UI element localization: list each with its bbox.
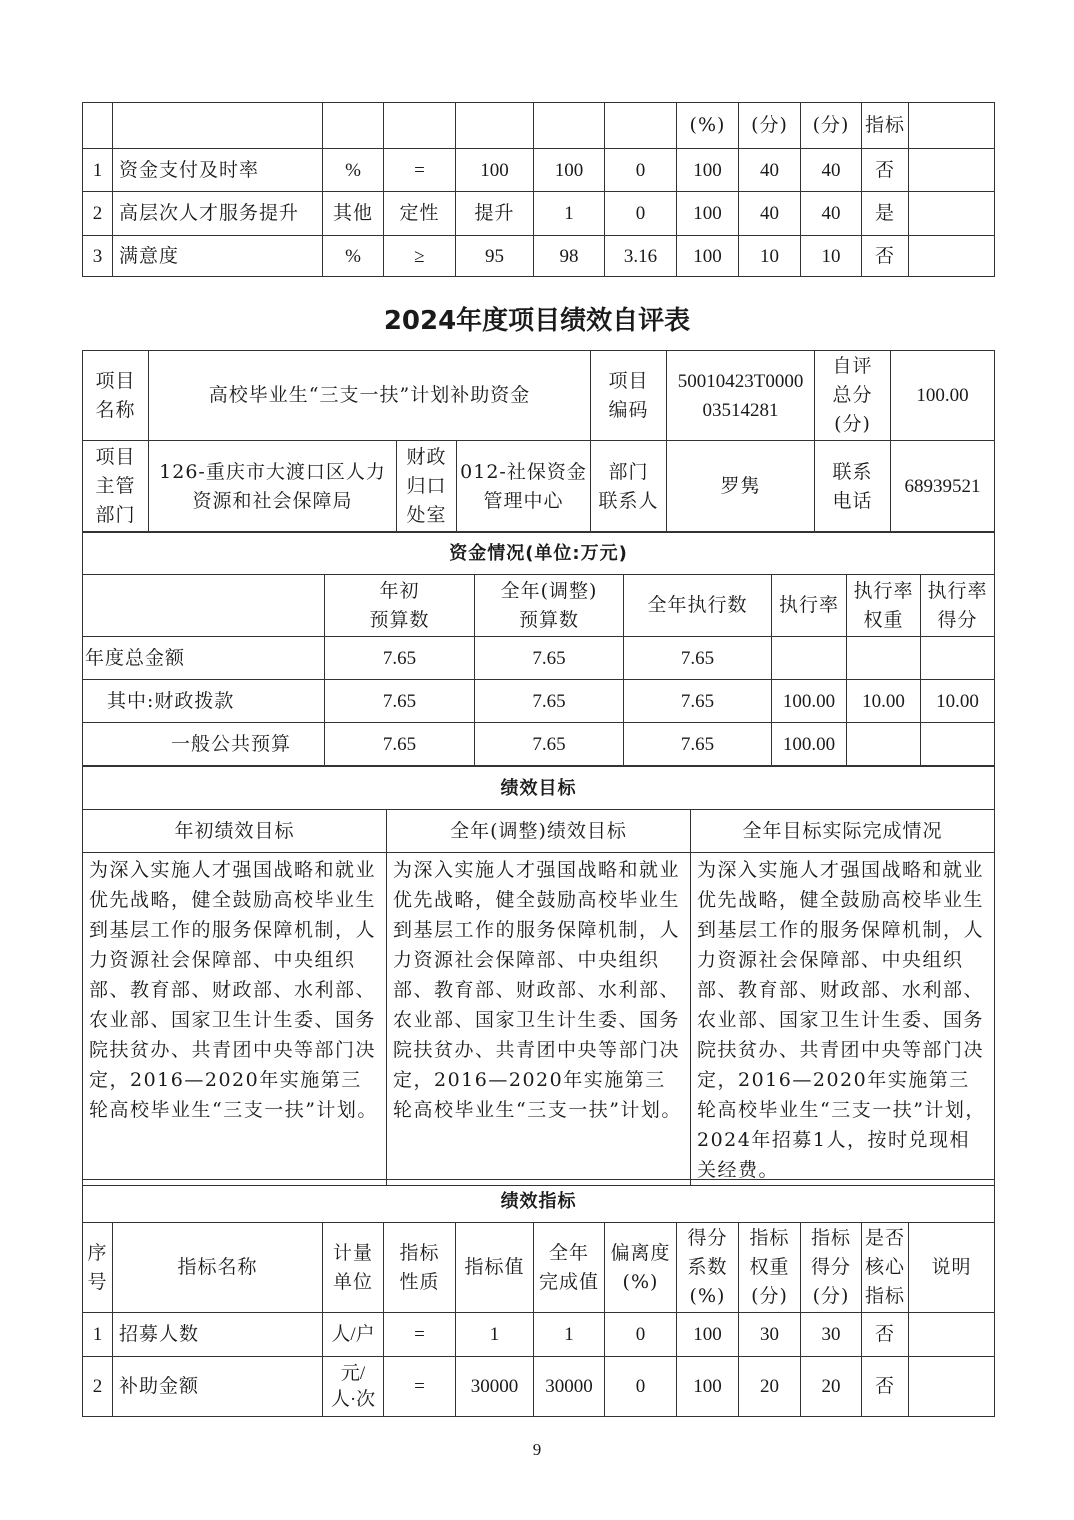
table-row: 一般公共预算 7.65 7.65 7.65 100.00 — [83, 723, 995, 766]
proj-code: 50010423T0000 03514281 — [667, 351, 815, 441]
col-header: 是否 核心 指标 — [862, 1223, 909, 1313]
table-row: 1 招募人数 人/户 = 1 1 0 100 30 30 否 — [83, 1313, 995, 1357]
indicators-section-title: 绩效指标 — [83, 1180, 995, 1223]
col-header: 指标 性质 — [384, 1223, 456, 1313]
proj-code-label: 项目 编码 — [591, 351, 667, 441]
col-header: 说明 — [909, 1223, 995, 1313]
col-header: 执行率 得分 — [921, 575, 995, 637]
table-row: 1 资金支付及时率 % = 100 100 0 100 40 40 否 — [83, 149, 995, 192]
phone: 68939521 — [891, 441, 995, 533]
self-score: 100.00 — [891, 351, 995, 441]
col-header: 指标名称 — [113, 1223, 323, 1313]
project-info-table — [82, 350, 995, 533]
page-title: 2024年度项目绩效自评表 — [383, 306, 691, 336]
contact-label: 部门 联系人 — [591, 441, 667, 533]
table-row: 年度总金额 7.65 7.65 7.65 — [83, 637, 995, 680]
goal-text-adjusted: 为深入实施人才强国战略和就业优先战略，健全鼓励高校毕业生到基层工作的服务保障机制，人力资源社会保障部、中央组织部、教育部、财政部、水利部、农业部、国家卫生计生委、国务院扶贫办、共青团中央等部门决定，2016—2020年实施第三轮高校毕业生“三支一扶”计划。 — [387, 853, 691, 1186]
indicators-table — [82, 1179, 995, 1417]
col-header: 年初 预算数 — [325, 575, 475, 637]
table-row: 2 补助金额 元/ 人·次 = 30000 30000 0 100 20 20 否 — [83, 1357, 995, 1417]
goal-text-actual: 为深入实施人才强国战略和就业优先战略，健全鼓励高校毕业生到基层工作的服务保障机制，人力资源社会保障部、中央组织部、教育部、财政部、水利部、农业部、国家卫生计生委、国务院扶贫办、共青团中央等部门决定，2016—2020年实施第三轮高校毕业生“三支一扶”计划，2024年招募1人，按时兑现相关经费。 — [691, 853, 995, 1186]
header-frag: (%) — [677, 103, 739, 149]
top-indicator-table — [82, 102, 995, 277]
proj-name-label: 项目 名称 — [83, 351, 149, 441]
contact: 罗隽 — [667, 441, 815, 533]
col-header: 指标 得分 (分) — [801, 1223, 862, 1313]
header-frag: (分) — [739, 103, 801, 149]
dept-label: 项目 主管 部门 — [83, 441, 149, 533]
goals-col-header: 年初绩效目标 — [83, 810, 387, 853]
finance: 012-社保资金 管理中心 — [457, 441, 591, 533]
col-header: 偏离度 (%) — [605, 1223, 677, 1313]
phone-label: 联系 电话 — [815, 441, 891, 533]
col-header: 全年执行数 — [624, 575, 772, 637]
col-header: 全年(调整) 预算数 — [475, 575, 624, 637]
table-row: 2 高层次人才服务提升 其他 定性 提升 1 0 100 40 40 是 — [83, 192, 995, 236]
funds-table — [82, 531, 995, 766]
col-header: 指标值 — [456, 1223, 534, 1313]
proj-name: 高校毕业生“三支一扶”计划补助资金 — [149, 351, 591, 441]
header-frag: 指标 — [862, 103, 909, 149]
goals-section-title: 绩效目标 — [83, 767, 995, 810]
funds-section-title: 资金情况(单位:万元) — [83, 532, 995, 575]
dept: 126-重庆市大渡口区人力 资源和社会保障局 — [149, 441, 397, 533]
col-header: 指标 权重 (分) — [739, 1223, 801, 1313]
col-header: 执行率 权重 — [847, 575, 921, 637]
goal-text-initial: 为深入实施人才强国战略和就业优先战略，健全鼓励高校毕业生到基层工作的服务保障机制，人力资源社会保障部、中央组织部、教育部、财政部、水利部、农业部、国家卫生计生委、国务院扶贫办、共青团中央等部门决定，2016—2020年实施第三轮高校毕业生“三支一扶”计划。 — [83, 853, 387, 1186]
table-row: 3 满意度 % ≥ 95 98 3.16 100 10 10 否 — [83, 236, 995, 277]
col-header: 得分 系数 (%) — [677, 1223, 739, 1313]
col-header: 执行率 — [772, 575, 847, 637]
finance-label: 财政 归口 处室 — [397, 441, 457, 533]
page-number: 9 — [532, 1440, 542, 1459]
goals-col-header: 全年目标实际完成情况 — [691, 810, 995, 853]
goals-table — [82, 766, 995, 1186]
header-frag: (分) — [801, 103, 862, 149]
table-row: 其中:财政拨款 7.65 7.65 7.65 100.00 10.00 10.00 — [83, 680, 995, 723]
col-header: 全年 完成值 — [534, 1223, 605, 1313]
col-header: 序 号 — [83, 1223, 113, 1313]
self-score-label: 自评 总分 (分) — [815, 351, 891, 441]
col-header: 计量 单位 — [323, 1223, 384, 1313]
goals-col-header: 全年(调整)绩效目标 — [387, 810, 691, 853]
